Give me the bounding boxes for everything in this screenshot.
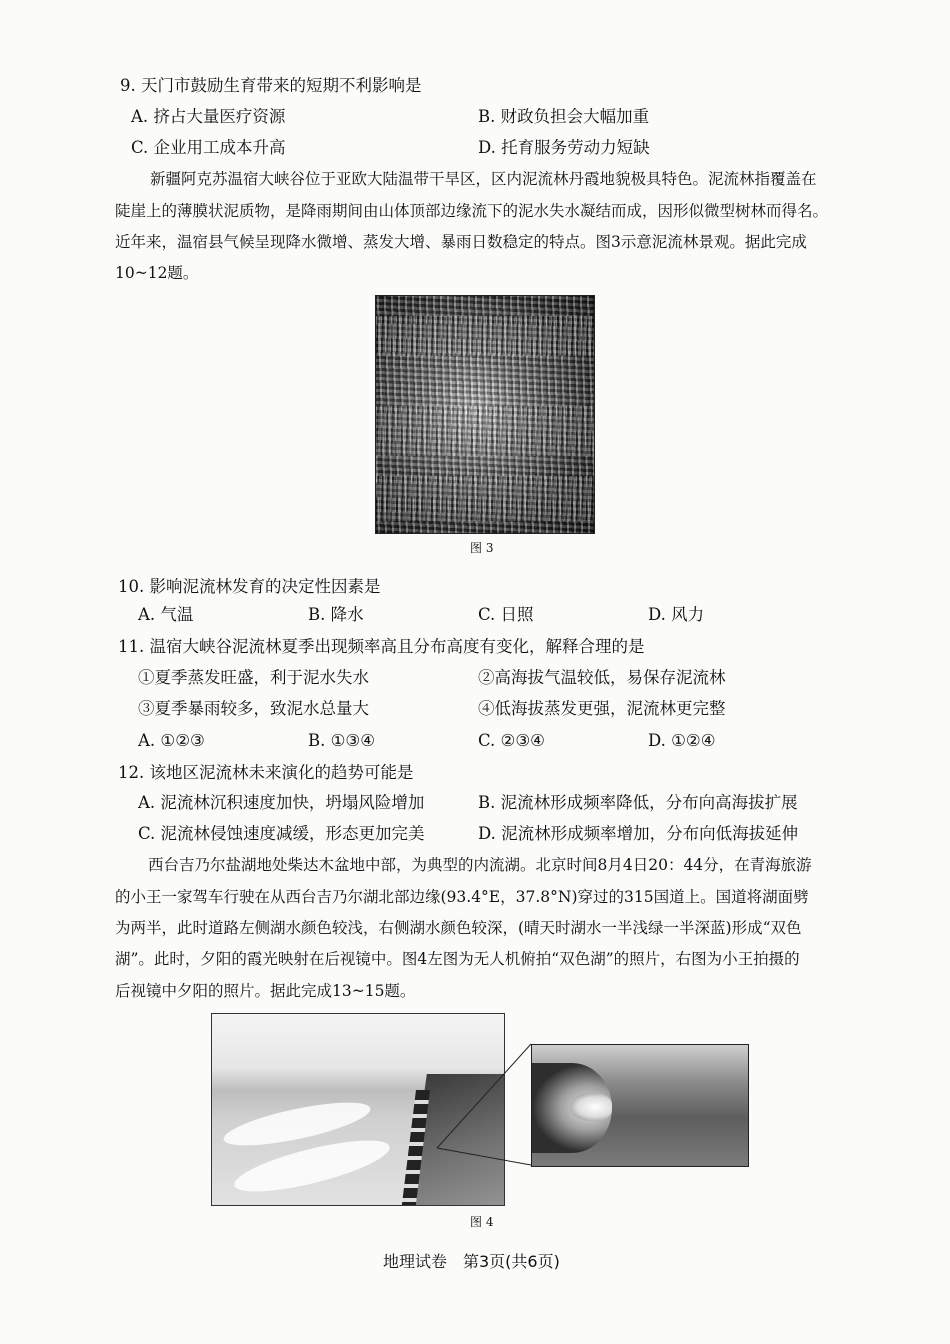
- q12-option-d: D. 泥流林形成频率增加，分布向低海拔延伸: [478, 824, 799, 843]
- q11-statement-1: ①夏季蒸发旺盛，利于泥水失水: [138, 668, 369, 687]
- q12-option-a: A. 泥流林沉积速度加快，坍塌风险增加: [138, 793, 425, 812]
- figure-4-caption: 图 4: [470, 1215, 494, 1229]
- page-footer: 地理试卷 第3页(共6页): [383, 1252, 560, 1271]
- material2-line1: 西台吉乃尔盐湖地处柴达木盆地中部，为典型的内流湖。北京时间8月4日20：44分，在青海旅游: [148, 856, 812, 874]
- q12-option-c: C. 泥流林侵蚀速度减缓，形态更加完美: [138, 824, 425, 843]
- figure-3-caption: 图 3: [470, 541, 494, 555]
- q10-option-b: B. 降水: [308, 605, 364, 624]
- material2-line3: 为两半，此时道路左侧湖水颜色较浅，右侧湖水颜色较深，(晴天时湖水一半浅绿一半深蓝)形成“双色: [115, 919, 802, 937]
- material1-line3: 近年来，温宿县气候呈现降水微增、蒸发大增、暴雨日数稳定的特点。图3示意泥流林景观。据此完成: [115, 233, 807, 251]
- figure-4-right-mirror-photo: [531, 1044, 749, 1167]
- q11-option-b: B. ①③④: [308, 731, 375, 750]
- material2-line4: 湖”。此时，夕阳的霞光映射在后视镜中。图4左图为无人机俯拍“双色湖”的照片，右图为小王拍摄的: [115, 950, 800, 968]
- q9-option-a: A. 挤占大量医疗资源: [131, 107, 286, 126]
- material2-line2: 的小王一家驾车行驶在从西台吉乃尔湖北部边缘(93.4°E，37.8°N)穿过的315国道上。国道将湖面劈: [115, 888, 809, 906]
- q11-option-c: C. ②③④: [478, 731, 545, 750]
- q11-option-d: D. ①②④: [648, 731, 716, 750]
- material1-line1: 新疆阿克苏温宿大峡谷位于亚欧大陆温带干旱区，区内泥流林丹霞地貌极具特色。泥流林指覆盖在: [150, 170, 817, 188]
- q9-option-c: C. 企业用工成本升高: [131, 138, 286, 157]
- q10-stem: 10. 影响泥流林发育的决定性因素是: [118, 577, 381, 596]
- q9-stem: 9. 天门市鼓励生育带来的短期不利影响是: [120, 76, 422, 95]
- q10-option-a: A. 气温: [138, 605, 194, 624]
- q11-statement-4: ④低海拔蒸发更强，泥流林更完整: [478, 699, 726, 718]
- material2-line5: 后视镜中夕阳的照片。据此完成13~15题。: [115, 982, 416, 1000]
- q11-statement-2: ②高海拔气温较低，易保存泥流林: [478, 668, 726, 687]
- q12-stem: 12. 该地区泥流林未来演化的趋势可能是: [118, 763, 414, 782]
- q11-option-a: A. ①②③: [138, 731, 205, 750]
- q9-option-b: B. 财政负担会大幅加重: [478, 107, 650, 126]
- q9-option-d: D. 托育服务劳动力短缺: [478, 138, 650, 157]
- material1-line2: 陡崖上的薄膜状泥质物，是降雨期间由山体顶部边缘流下的泥水失水凝结而成，因形似微型树林而得名。: [115, 202, 829, 220]
- q11-statement-3: ③夏季暴雨较多，致泥水总量大: [138, 699, 369, 718]
- q10-option-d: D. 风力: [648, 605, 705, 624]
- q12-option-b: B. 泥流林形成频率降低，分布向高海拔扩展: [478, 793, 798, 812]
- material1-line4: 10~12题。: [115, 264, 199, 282]
- q10-option-c: C. 日照: [478, 605, 534, 624]
- q11-stem: 11. 温宿大峡谷泥流林夏季出现频率高且分布高度有变化，解释合理的是: [118, 637, 645, 656]
